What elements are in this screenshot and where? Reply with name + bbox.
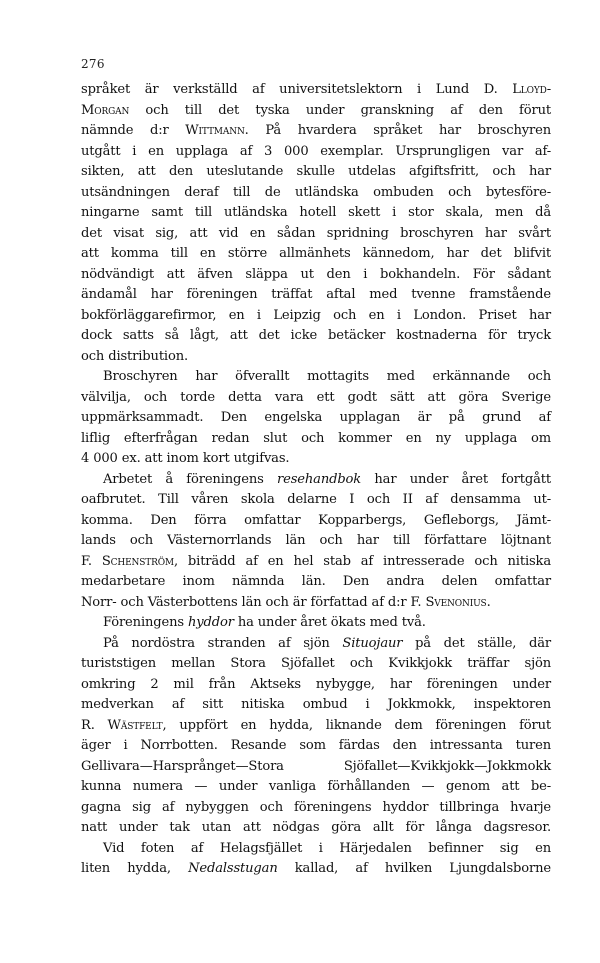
text-run: på det ställe, där bbox=[402, 635, 551, 651]
text-line bbox=[81, 511, 551, 532]
page-number: 276 bbox=[81, 57, 105, 71]
text-run: . bbox=[486, 594, 491, 610]
text-line bbox=[81, 859, 551, 880]
text-line bbox=[81, 203, 551, 224]
text-run: Norr- och Västerbottens län och är författad af d:r F. bbox=[81, 594, 426, 610]
text-line bbox=[81, 634, 551, 655]
text-run: Broschyren har öfverallt mottagits med erkännande och bbox=[103, 369, 551, 384]
text-line bbox=[81, 408, 551, 429]
text-run: medarbetare inom nämnda län. Den andra delen omfattar bbox=[81, 574, 551, 589]
text-run: F. bbox=[81, 553, 102, 569]
text-line bbox=[81, 695, 551, 716]
text-line bbox=[81, 798, 551, 819]
text-run: Vid foten af Helagsfjället i Härjedalen befinner sig en bbox=[103, 840, 551, 856]
text-run: bokförläggarefirmor, en i Leipzig och en i London. Priset har bbox=[81, 307, 551, 323]
text-line bbox=[81, 757, 551, 778]
text-run: språket är verkställd af universitetslektorn i Lund D. bbox=[81, 82, 513, 97]
emphasis-italic: Nedalsstugan bbox=[188, 861, 278, 876]
text-run: äger i Norrbotten. Resande som färdas den intressanta turen bbox=[81, 738, 551, 753]
text-run: utsändningen deraf till de utländska ombuden och bytesföre- bbox=[81, 184, 551, 200]
text-run: ändamål har föreningen träffat aftal med tvenne framstående bbox=[81, 287, 551, 302]
text-run: R. bbox=[81, 717, 108, 733]
text-line bbox=[81, 347, 551, 368]
text-run: turiststigen mellan Stora Sjöfallet och Kvikkjokk träffar sjön bbox=[81, 656, 551, 671]
text-run: , uppfört en hydda, liknande dem föreningen förut bbox=[162, 717, 552, 733]
text-run: det visat sig, att vid en sådan spridning broschyren har svårt bbox=[81, 225, 551, 241]
text-run: dock satts så lågt, att det icke betäcker kostnaderna för tryck bbox=[81, 328, 551, 343]
text-run: ha under året ökats med två. bbox=[233, 615, 426, 630]
text-run: uppmärksammadt. Den engelska upplagan är på grund af bbox=[81, 410, 551, 425]
emphasis-italic: Situojaur bbox=[342, 635, 403, 651]
text-run: ningarne samt till utländska hotell skett i stor skala, men då bbox=[81, 205, 551, 220]
text-line bbox=[81, 470, 551, 491]
text-run: nödvändigt att äfven släppa ut den i bokhandeln. För sådant bbox=[81, 266, 551, 282]
text-run: medverkan af sitt nitiska ombud i Jokkmokk, inspektoren bbox=[81, 697, 551, 712]
text-line bbox=[81, 654, 551, 675]
text-run: Gellivara—Harsprånget—Stora Sjöfallet—Kvikkjokk—Jokkmokk bbox=[81, 758, 551, 774]
text-line bbox=[81, 490, 551, 511]
text-line bbox=[81, 552, 551, 573]
name-small-caps: Lloyd- bbox=[512, 82, 551, 97]
text-run: komma. Den förra omfattar Kopparbergs, Gefleborgs, Jämt- bbox=[81, 512, 551, 528]
text-line bbox=[81, 101, 551, 122]
text-run: att komma till en större allmänhets kännedom, har det blifvit bbox=[81, 246, 551, 261]
name-small-caps: Wästfelt bbox=[107, 717, 163, 733]
name-small-caps: Svenonius bbox=[425, 594, 487, 610]
text-run: lands och Västernorrlands län och har till författare löjtnant bbox=[81, 533, 551, 548]
text-line bbox=[81, 531, 551, 552]
text-run: Arbetet å föreningens bbox=[103, 471, 277, 487]
text-run: utgått i en upplaga af 3 000 exemplar. Ursprungligen var af- bbox=[81, 143, 551, 159]
text-line bbox=[81, 285, 551, 306]
text-line bbox=[81, 429, 551, 450]
text-run: har under året fortgått bbox=[361, 471, 552, 487]
text-line bbox=[81, 224, 551, 245]
text-line bbox=[81, 736, 551, 757]
text-run: och distribution. bbox=[81, 348, 189, 364]
name-small-caps: Morgan bbox=[81, 102, 130, 118]
text-line bbox=[81, 265, 551, 286]
text-line bbox=[81, 675, 551, 696]
text-run: liten hydda, bbox=[81, 861, 189, 876]
text-line bbox=[81, 572, 551, 593]
name-small-caps: Schenström bbox=[101, 553, 175, 569]
text-line bbox=[81, 80, 551, 101]
text-run: 4 000 ex. att inom kort utgifvas. bbox=[81, 451, 290, 466]
text-run: omkring 2 mil från Aktseks nybygge, har föreningen under bbox=[81, 676, 551, 692]
text-run: , biträdd af en hel stab af intresserade och nitiska bbox=[174, 553, 551, 569]
text-run: och till det tyska under granskning af den förut bbox=[129, 102, 551, 118]
body-text bbox=[81, 80, 551, 880]
text-line bbox=[81, 716, 551, 737]
text-line bbox=[81, 306, 551, 327]
text-run: . På hvardera språket har broschyren bbox=[244, 123, 551, 138]
text-line bbox=[81, 449, 551, 470]
text-line bbox=[81, 777, 551, 798]
name-small-caps: Wittmann bbox=[185, 123, 245, 138]
text-line bbox=[81, 162, 551, 183]
text-run: natt under tak utan att nödgas göra allt för långa dagsresor. bbox=[81, 820, 551, 835]
emphasis-italic: hyddor bbox=[187, 615, 234, 630]
text-line bbox=[81, 839, 551, 860]
text-line bbox=[81, 142, 551, 163]
text-run: kunna numera — under vanliga förhållanden — genom att be- bbox=[81, 779, 551, 794]
emphasis-italic: resehandbok bbox=[277, 471, 362, 487]
text-line bbox=[81, 613, 551, 634]
text-run: välvilja, och torde detta vara ett godt sätt att göra Sverige bbox=[81, 389, 551, 405]
text-run: kallad, af hvilken Ljungdalsborne bbox=[277, 861, 551, 876]
text-run: gagna sig af nybyggen och föreningens hyddor tillbringa hvarje bbox=[81, 799, 551, 815]
text-line bbox=[81, 326, 551, 347]
text-line bbox=[81, 183, 551, 204]
text-line bbox=[81, 593, 551, 614]
text-line bbox=[81, 388, 551, 409]
text-run: liflig efterfrågan redan slut och kommer en ny upplaga om bbox=[81, 430, 551, 446]
text-line bbox=[81, 121, 551, 142]
text-run: Föreningens bbox=[103, 615, 188, 630]
text-line bbox=[81, 367, 551, 388]
text-line bbox=[81, 818, 551, 839]
text-run: På nordöstra stranden af sjön bbox=[103, 635, 343, 651]
text-line bbox=[81, 244, 551, 265]
text-run: oafbrutet. Till våren skola delarne I och II af densamma ut- bbox=[81, 492, 551, 507]
text-run: sikten, att den uteslutande skulle utdelas afgiftsfritt, och har bbox=[81, 164, 551, 179]
text-run: nämnde d:r bbox=[81, 123, 186, 138]
